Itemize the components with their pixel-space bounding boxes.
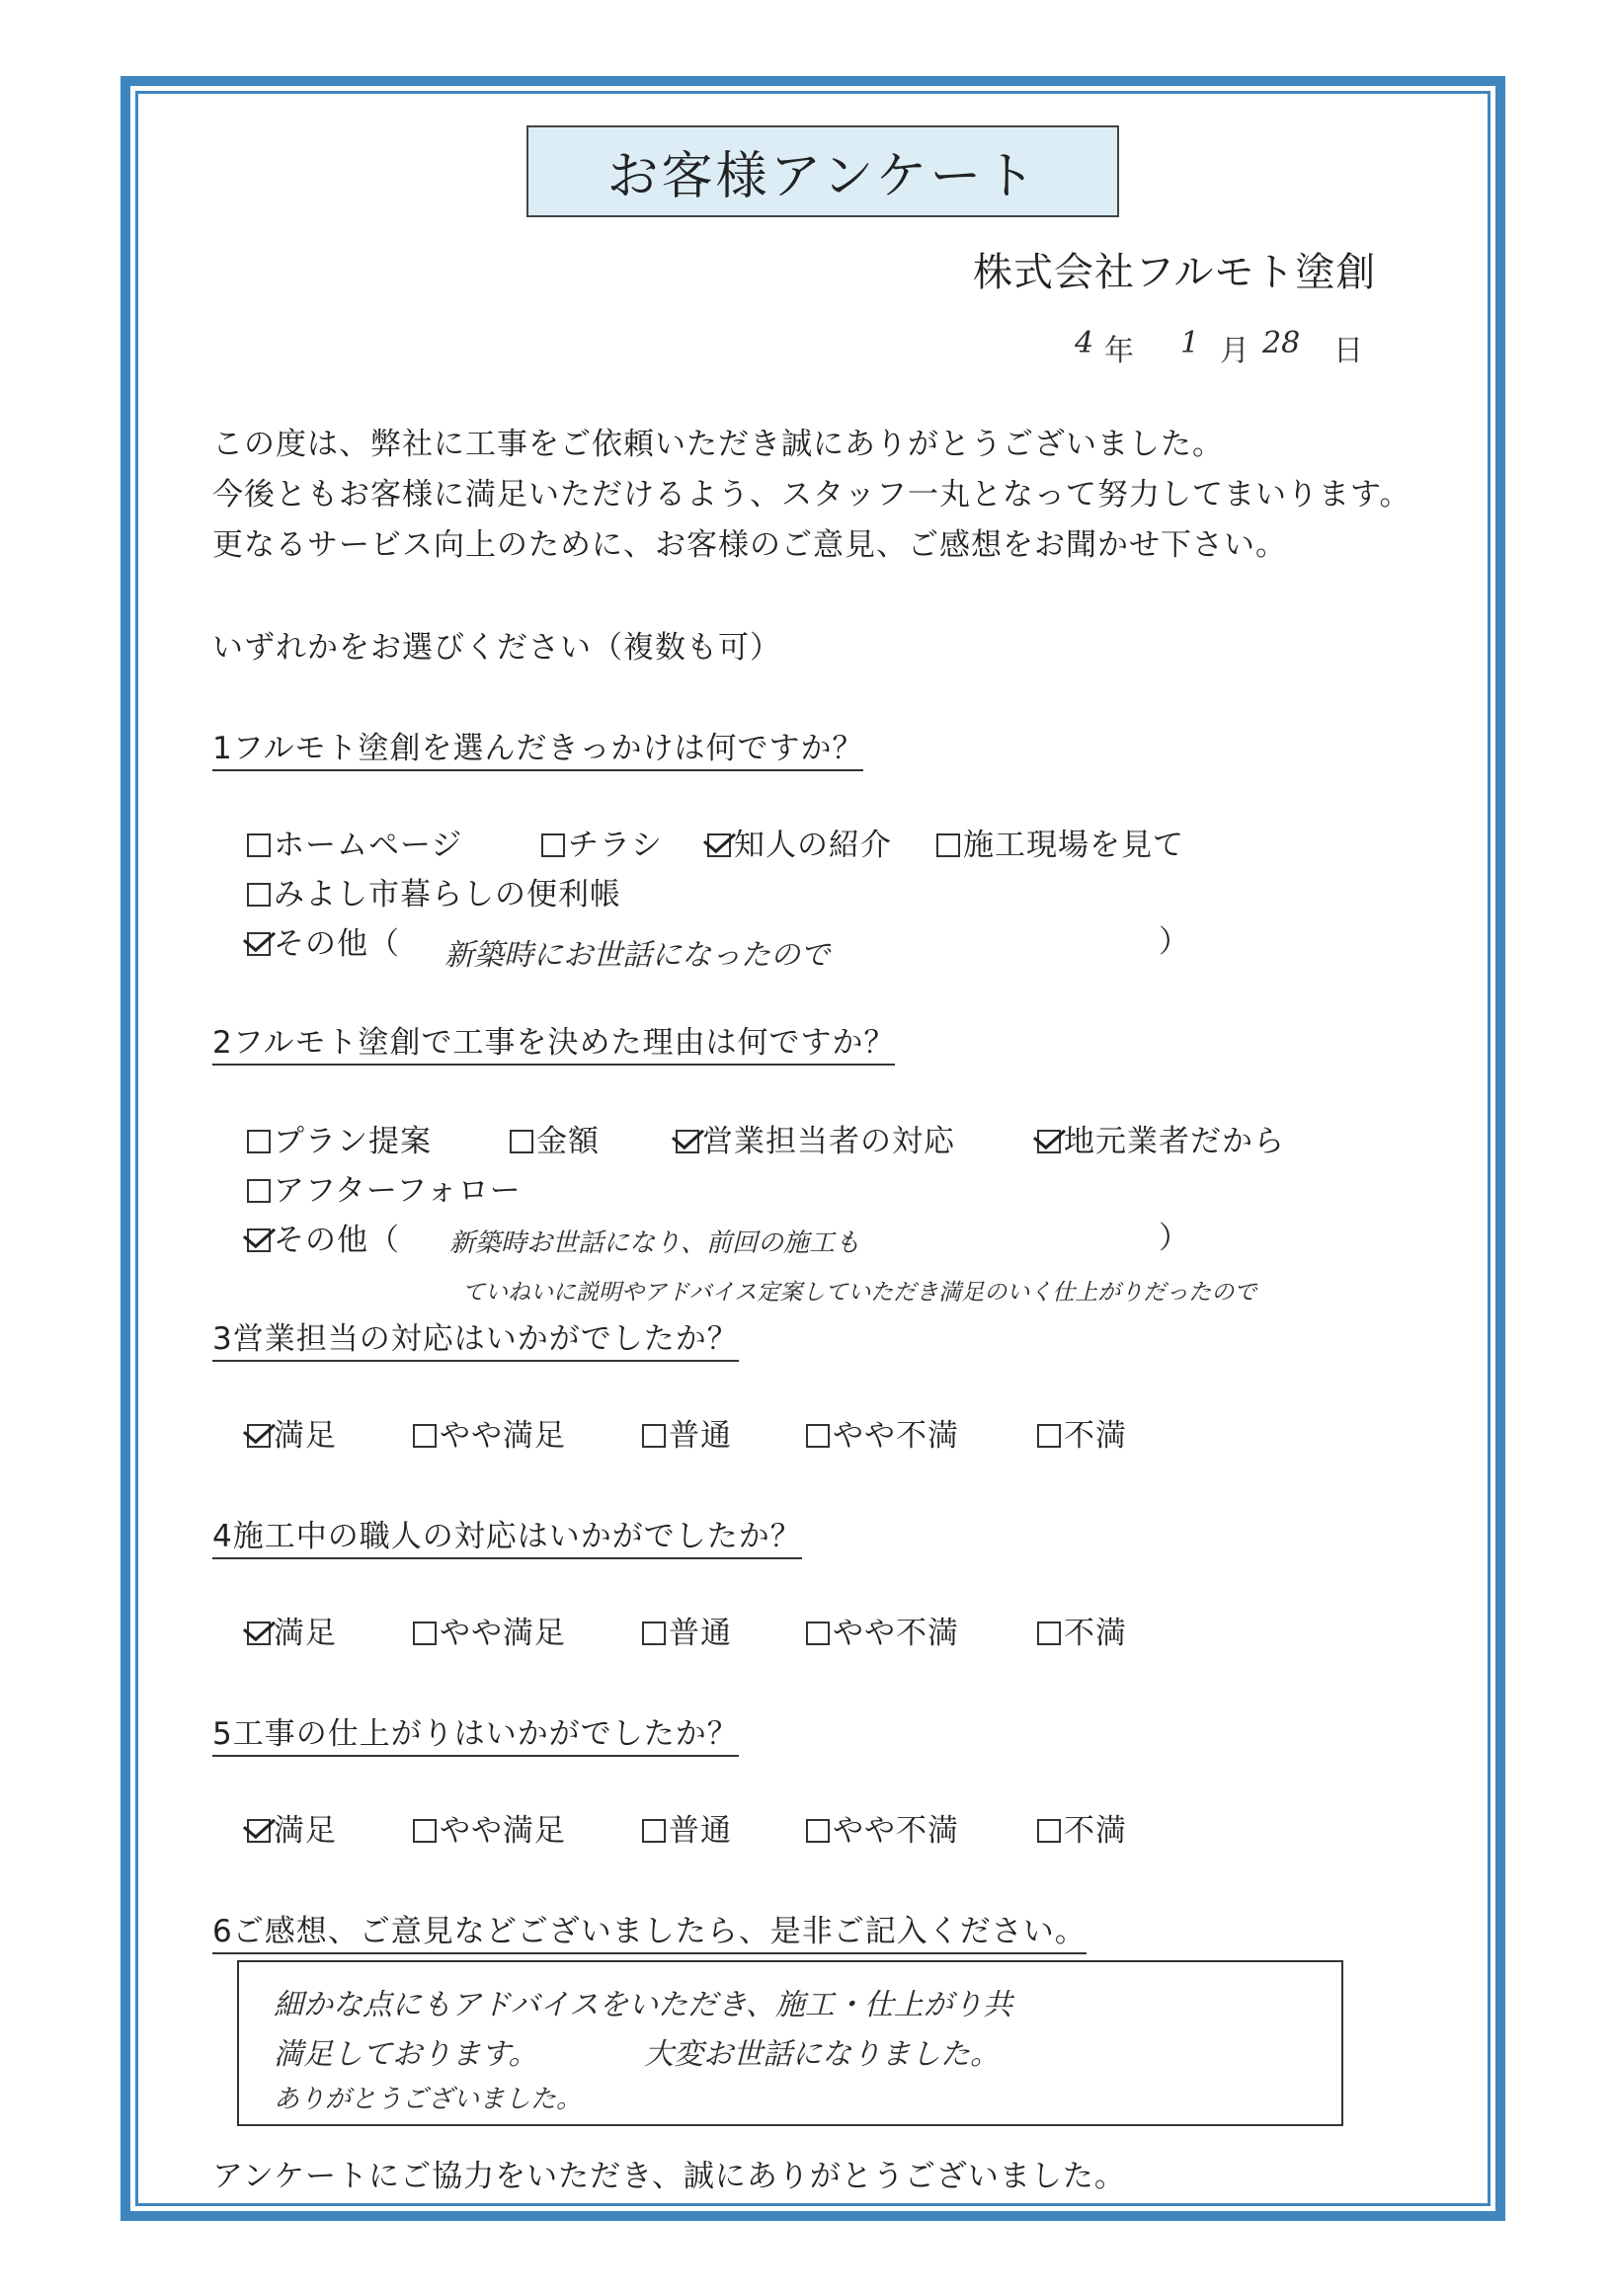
q2-option-price[interactable]: 金額: [510, 1116, 600, 1160]
q2-title: 2フルモト塗創で工事を決めた理由は何ですか？: [212, 1017, 895, 1066]
q4-option-somewhat-satisfied[interactable]: やや満足: [413, 1608, 566, 1652]
q4-option-satisfied[interactable]: 満足: [247, 1608, 337, 1652]
q4-option-neutral[interactable]: 普通: [642, 1608, 732, 1652]
q2-option-sales-rep[interactable]: 営業担当者の対応: [676, 1116, 955, 1160]
checkbox[interactable]: [413, 1622, 437, 1645]
q2-other-close-paren: ）: [1159, 1221, 1189, 1256]
q5-title: 5工事の仕上がりはいかがでしたか？: [212, 1708, 739, 1757]
checkbox[interactable]: [510, 1130, 533, 1153]
q1-other-handwritten: 新築時にお世話になったので: [444, 938, 830, 973]
intro-text: [212, 420, 1411, 571]
date-day-unit: 日: [1333, 334, 1363, 368]
checkbox[interactable]: [806, 1819, 830, 1843]
q5-option-somewhat-dissatisfied[interactable]: やや不満: [806, 1805, 959, 1850]
q1-option-flyer[interactable]: チラシ: [541, 820, 663, 864]
comment-line: 大変お世話になりました。: [644, 2037, 1000, 2072]
checkbox-checked[interactable]: [247, 1228, 271, 1252]
q1-option-referral[interactable]: 知人の紹介: [707, 820, 892, 864]
checkbox-checked[interactable]: [247, 1819, 271, 1843]
q3-option-neutral[interactable]: 普通: [642, 1410, 732, 1455]
company-name: 株式会社フルモト塗創: [973, 250, 1377, 295]
q2-other-handwritten-line2: ていねいに説明やアドバイス定案していただき満足のいく仕上がりだったので: [462, 1280, 1257, 1306]
comment-line: ありがとうございました。: [274, 2085, 583, 2114]
intro-line: 今後ともお客様に満足いただけるよう、スタッフ一丸となって努力してまいります。: [212, 477, 1411, 513]
q1-option-miyoshi-guide[interactable]: みよし市暮らしの便利帳: [247, 869, 621, 913]
intro-line: この度は、弊社に工事をご依頼いただき誠にありがとうございました。: [212, 427, 1224, 462]
date-year-unit: 年: [1104, 334, 1134, 368]
q5-option-neutral[interactable]: 普通: [642, 1805, 732, 1850]
checkbox[interactable]: [806, 1424, 830, 1448]
comment-box[interactable]: [237, 1960, 1343, 2126]
q3-title: 3営業担当の対応はいかがでしたか？: [212, 1313, 739, 1362]
checkbox-checked[interactable]: [247, 932, 271, 956]
checkbox[interactable]: [642, 1819, 666, 1843]
checkbox[interactable]: [642, 1622, 666, 1645]
checkbox[interactable]: [642, 1424, 666, 1448]
q6-title: 6ご感想、ご意見などございましたら、是非ご記入ください。: [212, 1906, 1087, 1954]
checkbox-checked[interactable]: [707, 833, 731, 857]
checkbox[interactable]: [541, 833, 565, 857]
date-month-value: 1: [1180, 326, 1200, 360]
q2-option-other[interactable]: その他（: [247, 1215, 400, 1259]
survey-title: お客様アンケート: [526, 125, 1119, 217]
checkbox[interactable]: [806, 1622, 830, 1645]
checkbox[interactable]: [1037, 1424, 1061, 1448]
checkbox[interactable]: [413, 1424, 437, 1448]
checkbox-checked[interactable]: [247, 1622, 271, 1645]
q3-option-satisfied[interactable]: 満足: [247, 1410, 337, 1455]
checkbox[interactable]: [247, 883, 271, 907]
instruction-text: いずれかをお選びください（複数も可）: [212, 630, 781, 666]
q4-title: 4施工中の職人の対応はいかがでしたか？: [212, 1511, 802, 1559]
date-month-unit: 月: [1220, 334, 1249, 368]
checkbox[interactable]: [1037, 1622, 1061, 1645]
closing-thanks: アンケートにご協力をいただき、誠にありがとうございました。: [212, 2159, 1126, 2194]
q2-option-plan[interactable]: プラン提案: [247, 1116, 432, 1160]
checkbox[interactable]: [247, 1130, 271, 1153]
checkbox[interactable]: [247, 1179, 271, 1203]
checkbox-checked[interactable]: [676, 1130, 699, 1153]
q2-option-aftercare[interactable]: アフターフォロー: [247, 1165, 522, 1210]
checkbox[interactable]: [413, 1819, 437, 1843]
q4-option-somewhat-dissatisfied[interactable]: やや不満: [806, 1608, 959, 1652]
checkbox[interactable]: [247, 833, 271, 857]
checkbox-checked[interactable]: [247, 1424, 271, 1448]
comment-line: 満足しております。: [274, 2037, 538, 2072]
q2-other-handwritten-line1: 新築時お世話になり、前回の施工も: [449, 1228, 861, 1258]
q1-option-other[interactable]: その他（: [247, 918, 400, 963]
comment-line: 細かな点にもアドバイスをいただき、施工・仕上がり共: [274, 1988, 1012, 2022]
q3-option-somewhat-dissatisfied[interactable]: やや不満: [806, 1410, 959, 1455]
q1-title: 1フルモト塗創を選んだきっかけは何ですか？: [212, 723, 863, 771]
q5-option-somewhat-satisfied[interactable]: やや満足: [413, 1805, 566, 1850]
q3-option-somewhat-satisfied[interactable]: やや満足: [413, 1410, 566, 1455]
q5-option-dissatisfied[interactable]: 不満: [1037, 1805, 1127, 1850]
checkbox[interactable]: [936, 833, 960, 857]
q4-option-dissatisfied[interactable]: 不満: [1037, 1608, 1127, 1652]
intro-line: 更なるサービス向上のために、お客様のご意見、ご感想をお聞かせ下さい。: [212, 527, 1287, 563]
q2-option-local[interactable]: 地元業者だから: [1037, 1116, 1285, 1160]
q3-option-dissatisfied[interactable]: 不満: [1037, 1410, 1127, 1455]
date-day-value: 28: [1262, 326, 1301, 360]
q1-option-site-visit[interactable]: 施工現場を見て: [936, 820, 1184, 864]
date-year-value: 4: [1075, 326, 1094, 360]
q5-option-satisfied[interactable]: 満足: [247, 1805, 337, 1850]
checkbox[interactable]: [1037, 1819, 1061, 1843]
correction-tape: [941, 925, 1154, 967]
q1-other-close-paren: ）: [1159, 924, 1189, 960]
q1-option-homepage[interactable]: ホームページ: [247, 820, 462, 864]
checkbox-checked[interactable]: [1037, 1130, 1061, 1153]
